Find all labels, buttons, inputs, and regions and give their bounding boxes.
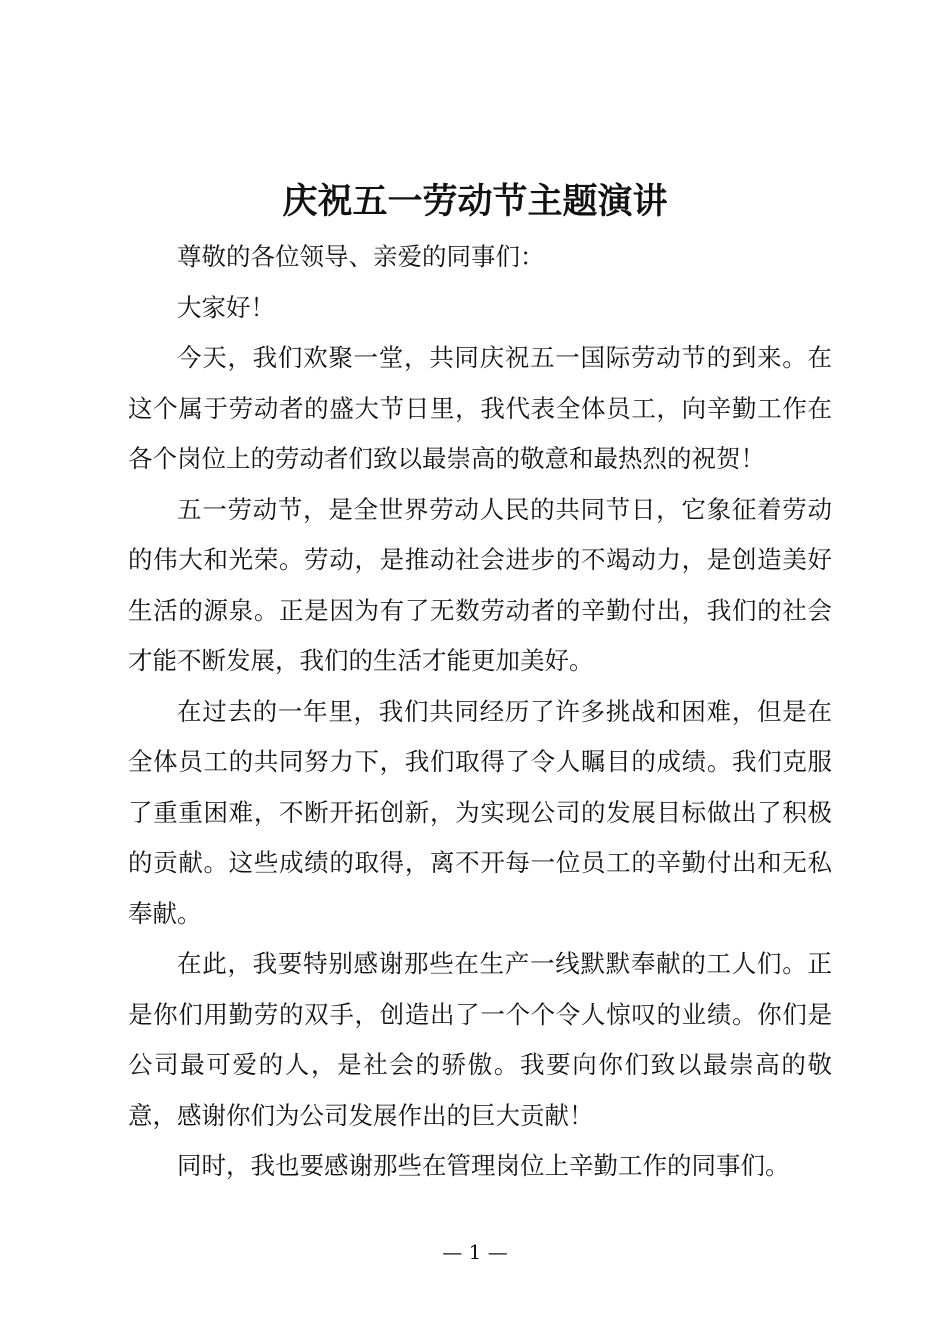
document-body bbox=[128, 232, 832, 1192]
page-number: — 1 — bbox=[442, 1240, 508, 1264]
document-title: 庆祝五一劳动节主题演讲 bbox=[282, 181, 668, 222]
body-paragraph: 五一劳动节，是全世界劳动人民的共同节日，它象征着劳动的伟大和光荣。劳动，是推动社会进步的不竭动力，是创造美好生活的源泉。正是因为有了无数劳动者的辛勤付出，我们的社会才能不断发展，我们的生活才能更加美好。 bbox=[128, 494, 832, 675]
body-paragraph: 在过去的一年里，我们共同经历了许多挑战和困难，但是在全体员工的共同努力下，我们取得了令人瞩目的成绩。我们克服了重重困难，不断开拓创新，为实现公司的发展目标做出了积极的贡献。这些成绩的取得，离不开每一位员工的辛勤付出和无私奉献。 bbox=[128, 696, 832, 928]
greeting: 大家好！ bbox=[177, 292, 275, 322]
body-paragraph: 在此，我要特别感谢那些在生产一线默默奉献的工人们。正是你们用勤劳的双手，创造出了一个个令人惊叹的业绩。你们是公司最可爱的人，是社会的骄傲。我要向你们致以最崇高的敬意，感谢你们为公司发展作出的巨大贡献！ bbox=[128, 949, 832, 1130]
body-paragraph: 今天，我们欢聚一堂，共同庆祝五一国际劳动节的到来。在这个属于劳动者的盛大节日里，我代表全体员工，向辛勤工作在各个岗位上的劳动者们致以最崇高的敬意和最热烈的祝贺！ bbox=[128, 343, 832, 473]
body-paragraph: 同时，我也要感谢那些在管理岗位上辛勤工作的同事们。 bbox=[177, 1151, 790, 1180]
salutation: 尊敬的各位领导、亲爱的同事们： bbox=[177, 242, 545, 271]
